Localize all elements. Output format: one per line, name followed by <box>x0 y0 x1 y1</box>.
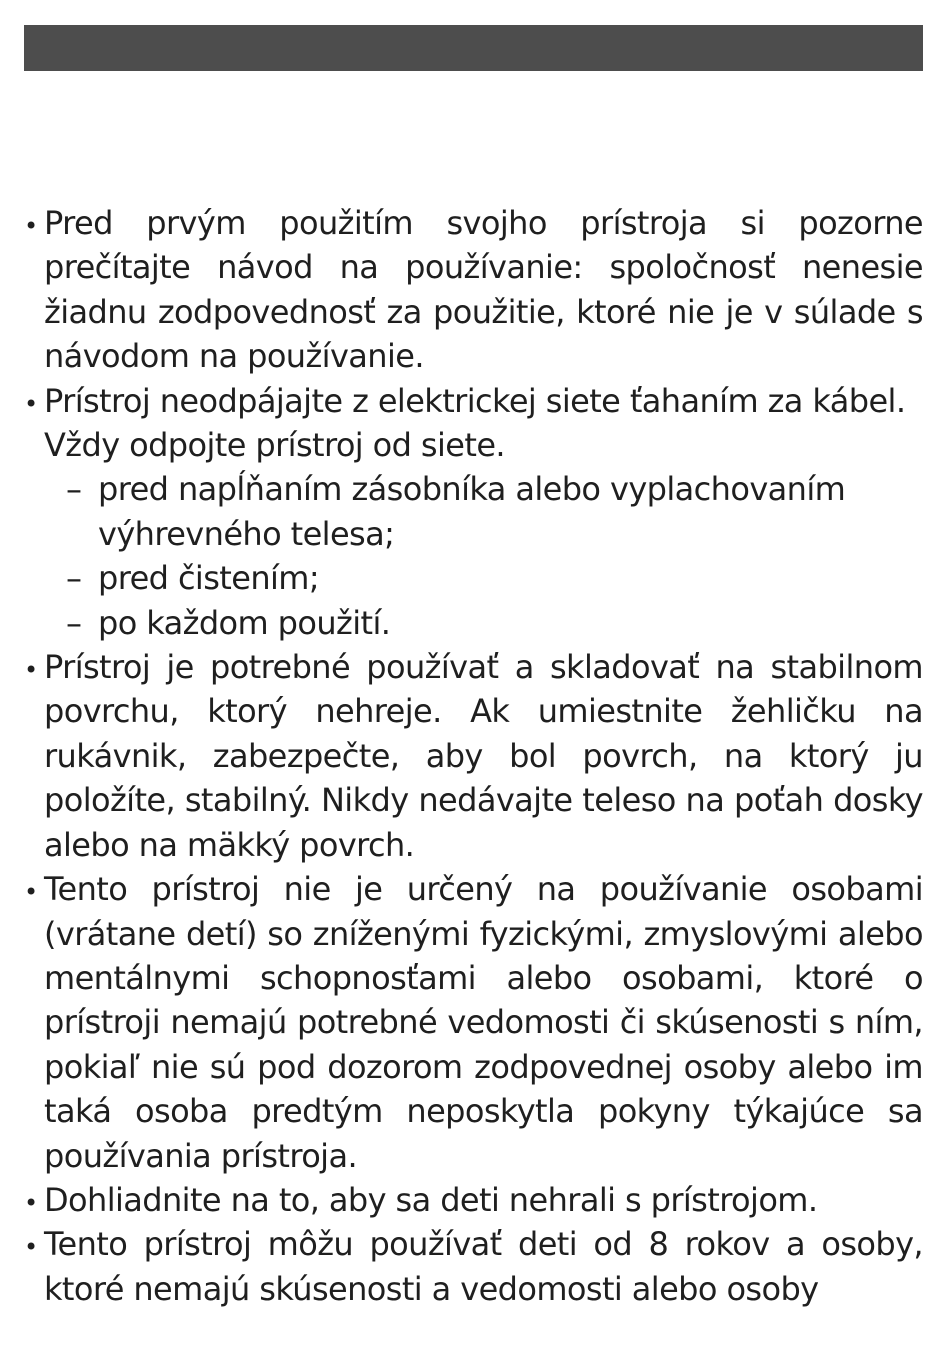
sub-list-item <box>44 601 923 645</box>
bullet-icon <box>24 645 40 692</box>
bullet-icon <box>24 867 40 914</box>
sub-item-text: pred napĺňaním zásobníka alebo vyplachovaním výhrevného telesa; <box>98 470 846 553</box>
list-item <box>24 1222 923 1311</box>
list-item <box>24 867 923 1178</box>
item-text-secondary: Vždy odpojte prístroj od siete. <box>44 426 505 465</box>
list-item <box>24 201 923 379</box>
bullet-icon <box>24 1178 40 1225</box>
item-text: Pred prvým použitím svojho prístroja si pozorne prečítajte návod na používanie: spoločnosť nenesie žiadnu zodpovednosť za použitie, ktoré nie je v súlade s návodom na používanie. <box>44 204 923 376</box>
sub-list <box>44 467 923 645</box>
item-text: Tento prístroj môžu používať deti od 8 rokov a osoby, ktoré nemajú skúsenosti a vedomosti alebo osoby <box>44 1225 923 1308</box>
item-text: Dohliadnite na to, aby sa deti nehrali s prístrojom. <box>44 1180 818 1219</box>
item-text: Prístroj je potrebné používať a skladovať na stabilnom povrchu, ktorý nehreje. Ak umiestnite žehličku na rukávnik, zabezpečte, aby bol povrch, na ktorý ju položíte, stabilný. Nikdy nedávajte teleso na poťah dosky alebo na mäkký povrch. <box>44 648 923 864</box>
list-item <box>24 1178 923 1222</box>
dash-icon: – <box>66 470 82 509</box>
bullet-icon <box>24 379 40 426</box>
sub-item-text: po každom použití. <box>98 603 391 642</box>
sub-list-item <box>44 467 923 556</box>
dash-icon: – <box>66 559 82 598</box>
sub-item-text: pred čistením; <box>98 559 320 598</box>
list-item <box>24 379 923 645</box>
sub-list-item <box>44 556 923 600</box>
dash-icon: – <box>66 603 82 642</box>
bullet-icon <box>24 201 40 248</box>
item-text: Prístroj neodpájajte z elektrickej siete ťahaním za kábel. <box>44 381 906 420</box>
item-text: Tento prístroj nie je určený na používanie osobami (vrátane detí) so zníženými fyzickými, zmyslovými alebo mentálnymi schopnosťami alebo osobami, ktoré o prístroji nemajú potrebné vedomosti či skúsenosti s ním, pokiaľ nie sú pod dozorom zodpovednej osoby alebo im taká osoba predtým neposkytla pokyny týkajúce sa používania prístroja. <box>44 870 923 1175</box>
instructions-list <box>24 201 923 1311</box>
list-item <box>24 645 923 867</box>
header-bar <box>24 25 923 71</box>
bullet-icon <box>24 1222 40 1269</box>
